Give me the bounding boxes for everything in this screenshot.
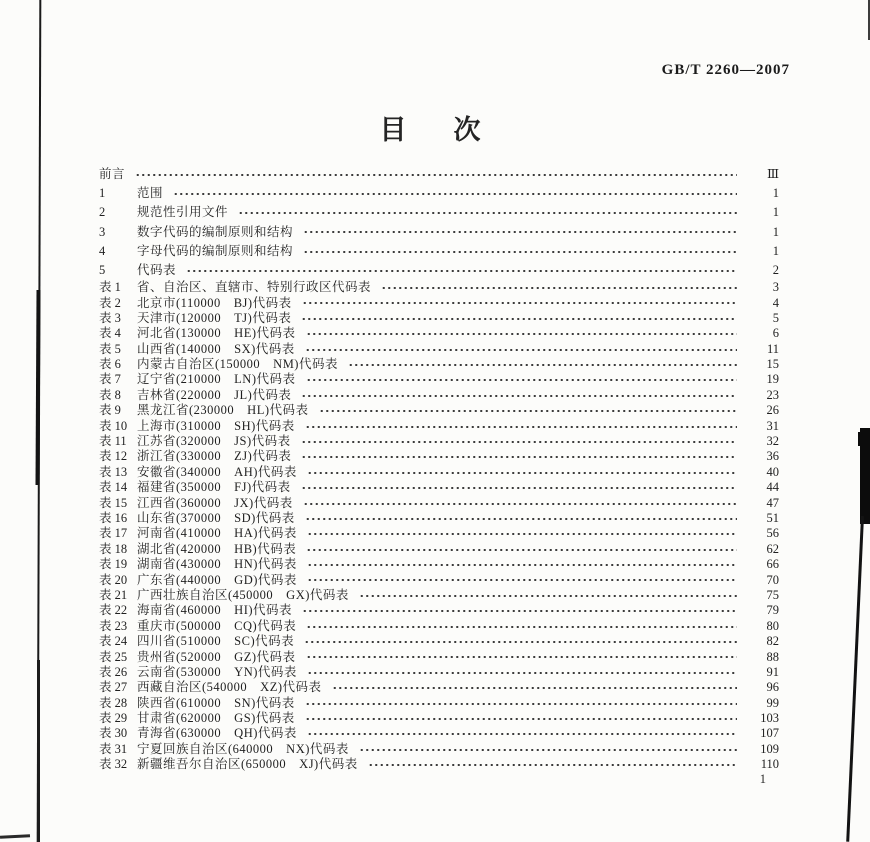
toc-entry <box>99 342 779 357</box>
toc-entry <box>99 757 779 772</box>
dot-leader <box>305 698 737 709</box>
toc-entry <box>99 419 779 434</box>
toc-entry-title: 贵州省(520000 GZ)代码表 <box>137 649 296 664</box>
toc-entry-title: 四川省(510000 SC)代码表 <box>137 634 295 649</box>
toc-entry-number: 3 <box>99 224 106 239</box>
toc-entry-page: 1 <box>772 205 779 220</box>
toc-entry-page: 51 <box>766 510 779 525</box>
toc-entry-page: 4 <box>772 295 779 310</box>
toc-entry-number: 4 <box>99 243 106 258</box>
dot-leader <box>305 421 737 432</box>
toc-entry-number: 表 17 <box>99 526 128 541</box>
toc-entry-page: 109 <box>760 741 779 756</box>
toc-entry-page: 1 <box>772 243 779 258</box>
page-edge-scan-line <box>846 516 864 842</box>
toc-entry-page: 23 <box>766 387 779 402</box>
toc-entry <box>99 711 779 726</box>
toc-entry-title: 代码表 <box>137 262 177 277</box>
toc-entry-title: 河南省(410000 HA)代码表 <box>137 526 297 541</box>
toc-entry-title: 西藏自治区(540000 XZ)代码表 <box>137 680 322 695</box>
toc-entry-number: 表 22 <box>99 603 128 618</box>
toc-entry <box>99 165 779 184</box>
toc-entry-page: 31 <box>766 418 779 433</box>
toc-entry <box>99 726 779 741</box>
toc-entry <box>99 557 779 572</box>
dot-leader <box>301 436 737 447</box>
toc-entry <box>99 223 779 242</box>
dot-leader <box>307 467 737 478</box>
toc-entry-title: 北京市(110000 BJ)代码表 <box>137 295 292 310</box>
dot-leader <box>306 621 737 632</box>
scan-artifact-mark <box>0 834 30 839</box>
dot-leader <box>303 227 737 238</box>
toc-entry-title: 福建省(350000 FJ)代码表 <box>137 480 291 495</box>
toc-entry-number: 表 27 <box>99 680 128 695</box>
dot-leader <box>303 246 737 257</box>
toc-entry-number: 表 14 <box>99 480 128 495</box>
standard-number: GB/T 2260—2007 <box>661 62 790 78</box>
toc-entry-number: 表 6 <box>99 357 121 372</box>
toc-entry <box>99 184 779 203</box>
dot-leader <box>332 682 738 693</box>
toc-tables <box>99 280 779 773</box>
dot-leader <box>307 667 737 678</box>
dot-leader <box>306 375 738 386</box>
toc-entry-title: 河北省(130000 HE)代码表 <box>137 326 296 341</box>
toc-entry-number: 表 30 <box>99 726 128 741</box>
toc-entry-page: 40 <box>766 464 779 479</box>
dot-leader <box>302 605 737 616</box>
dot-leader <box>301 390 737 401</box>
toc-entry-title: 天津市(120000 TJ)代码表 <box>137 310 292 325</box>
toc-entry-title: 湖北省(420000 HB)代码表 <box>137 541 297 556</box>
toc-entry-title: 范围 <box>137 186 164 201</box>
toc-entry-title: 字母代码的编制原则和结构 <box>137 243 294 258</box>
toc-entry-number: 表 25 <box>99 649 128 664</box>
toc-entry <box>99 634 779 649</box>
toc-entry-page: 11 <box>766 341 779 356</box>
toc-entry-title: 辽宁省(210000 LN)代码表 <box>137 372 296 387</box>
toc-list <box>99 165 779 773</box>
toc-entry <box>99 311 779 326</box>
dot-leader <box>307 559 737 570</box>
toc-entry-page: 5 <box>772 310 779 325</box>
toc-entry <box>99 526 779 541</box>
dot-leader <box>359 744 737 755</box>
toc-entry-page: 110 <box>760 757 779 772</box>
toc-entry-number: 5 <box>99 262 106 277</box>
toc-entry-number: 2 <box>99 205 106 220</box>
toc-entry <box>99 465 779 480</box>
toc-entry <box>99 261 779 280</box>
toc-entry <box>99 372 779 387</box>
dot-leader <box>301 313 737 324</box>
toc-entry-number: 表 32 <box>99 757 128 772</box>
toc-entry-title: 规范性引用文件 <box>137 205 229 220</box>
toc-entry-page: 82 <box>766 634 779 649</box>
toc-entry-page: 36 <box>766 449 779 464</box>
toc-entry-number: 表 5 <box>99 341 121 356</box>
dot-leader <box>359 590 737 601</box>
toc-entry-number: 表 26 <box>99 664 128 679</box>
dot-leader <box>368 759 737 770</box>
toc-entry-title: 吉林省(220000 JL)代码表 <box>137 387 292 402</box>
dot-leader <box>305 344 737 355</box>
binding-scan-line-segment <box>37 660 40 842</box>
toc-entry <box>99 388 779 403</box>
toc-entry-page: 103 <box>760 711 779 726</box>
dot-leader <box>319 405 738 416</box>
toc-entry-page: 99 <box>766 695 779 710</box>
toc-entry-title: 安徽省(340000 AH)代码表 <box>137 464 297 479</box>
toc-entry-page: 6 <box>772 326 779 341</box>
toc-entry-title: 云南省(530000 YN)代码表 <box>137 664 297 679</box>
toc-entry-title: 上海市(310000 SH)代码表 <box>137 418 295 433</box>
toc-entry-title: 湖南省(430000 HN)代码表 <box>137 557 297 572</box>
toc-entry <box>99 326 779 341</box>
toc-entry <box>99 603 779 618</box>
toc-entry-page: 1 <box>772 224 779 239</box>
dot-leader <box>186 265 737 276</box>
toc-entry-title: 甘肃省(620000 GS)代码表 <box>137 711 295 726</box>
toc-entry-title: 新疆维吾尔自治区(650000 XJ)代码表 <box>137 757 358 772</box>
toc-entry-number: 表 21 <box>99 587 128 602</box>
toc-entry-number: 表 16 <box>99 510 128 525</box>
toc-entry <box>99 588 779 603</box>
toc-entry-title: 海南省(460000 HI)代码表 <box>137 603 293 618</box>
toc-entry <box>99 742 779 757</box>
toc-entry-page: 70 <box>766 572 779 587</box>
toc-entry-number: 表 29 <box>99 711 128 726</box>
dot-leader <box>301 451 737 462</box>
dot-leader <box>301 482 737 493</box>
toc-entry-page: 19 <box>766 372 779 387</box>
toc-entry <box>99 496 779 511</box>
toc-entry <box>99 619 779 634</box>
toc-entry-page: 47 <box>766 495 779 510</box>
toc-entry <box>99 480 779 495</box>
toc-entry <box>99 403 779 418</box>
dot-leader <box>305 513 737 524</box>
toc-entry <box>99 203 779 222</box>
toc-entry-number: 表 3 <box>99 310 121 325</box>
toc-entry <box>99 680 779 695</box>
toc-entry-title: 广东省(440000 GD)代码表 <box>137 572 297 587</box>
toc-entry-page: 75 <box>766 587 779 602</box>
toc-entry-page: 1 <box>772 186 779 201</box>
toc-entry-title: 山东省(370000 SD)代码表 <box>137 510 295 525</box>
toc-sections <box>99 165 779 280</box>
toc-entry-number: 表 4 <box>99 326 121 341</box>
dot-leader <box>173 188 737 199</box>
toc-entry-page: 56 <box>766 526 779 541</box>
toc-entry-page: 62 <box>766 541 779 556</box>
toc-entry-number: 表 12 <box>99 449 128 464</box>
toc-entry-number: 表 9 <box>99 403 121 418</box>
toc-entry-page: 96 <box>766 680 779 695</box>
toc-entry <box>99 296 779 311</box>
dot-leader <box>306 652 738 663</box>
toc-entry-page: 26 <box>766 403 779 418</box>
dot-leader <box>302 298 737 309</box>
toc-entry-page: 107 <box>760 726 779 741</box>
toc-entry <box>99 357 779 372</box>
dot-leader <box>306 328 738 339</box>
toc-entry-number: 表 24 <box>99 634 128 649</box>
toc-entry-title: 黑龙江省(230000 HL)代码表 <box>137 403 309 418</box>
folio-page-number: 1 <box>759 772 766 786</box>
toc-entry-page: 91 <box>766 664 779 679</box>
toc-entry-title: 陕西省(610000 SN)代码表 <box>137 695 295 710</box>
toc-entry-title: 江西省(360000 JX)代码表 <box>137 495 293 510</box>
toc-entry-number: 表 28 <box>99 695 128 710</box>
toc-entry <box>99 242 779 261</box>
toc-entry-title: 青海省(630000 QH)代码表 <box>137 726 297 741</box>
toc-entry <box>99 434 779 449</box>
dot-leader <box>304 636 737 647</box>
toc-entry-title: 宁夏回族自治区(640000 NX)代码表 <box>137 741 349 756</box>
dot-leader <box>238 207 737 218</box>
toc-entry-number: 表 18 <box>99 541 128 556</box>
toc-entry-title: 前言 <box>99 167 126 181</box>
toc-entry-number: 表 15 <box>99 495 128 510</box>
toc-entry <box>99 696 779 711</box>
toc-entry-title: 江苏省(320000 JS)代码表 <box>137 434 291 449</box>
toc-entry-page: 2 <box>772 262 779 277</box>
toc-entry-page: 3 <box>772 280 779 295</box>
toc-entry-number: 1 <box>99 186 106 201</box>
dot-leader <box>307 528 737 539</box>
toc-entry-number: 表 19 <box>99 557 128 572</box>
toc-entry-title: 重庆市(500000 CQ)代码表 <box>137 618 297 633</box>
toc-entry-title: 省、自治区、直辖市、特别行政区代码表 <box>137 280 372 295</box>
toc-entry-title: 内蒙古自治区(150000 NM)代码表 <box>137 357 338 372</box>
page-title: 目 次 <box>379 115 491 145</box>
toc-entry-number: 表 7 <box>99 372 121 387</box>
toc-entry-number: 表 11 <box>99 434 127 449</box>
toc-entry-number: 表 8 <box>99 387 121 402</box>
toc-entry-title: 山西省(140000 SX)代码表 <box>137 341 295 356</box>
toc-entry-number: 表 2 <box>99 295 121 310</box>
toc-entry-page: 88 <box>766 649 779 664</box>
dot-leader <box>303 498 737 509</box>
toc-entry-title: 广西壮族自治区(450000 GX)代码表 <box>137 587 349 602</box>
toc-entry-page: 15 <box>766 357 779 372</box>
toc-entry-page: 66 <box>766 557 779 572</box>
dot-leader <box>348 359 737 370</box>
dot-leader <box>135 169 737 180</box>
toc-entry-number: 表 13 <box>99 464 128 479</box>
toc-entry-page: 80 <box>766 618 779 633</box>
dot-leader <box>307 575 737 586</box>
toc-entry-page: 79 <box>766 603 779 618</box>
toc-entry <box>99 511 779 526</box>
toc-entry <box>99 573 779 588</box>
toc-entry-number: 表 23 <box>99 618 128 633</box>
toc-entry-page: Ⅲ <box>766 167 779 181</box>
toc-entry-number: 表 1 <box>99 280 121 295</box>
dot-leader <box>306 544 737 555</box>
dot-leader <box>307 729 737 740</box>
toc-entry-title: 数字代码的编制原则和结构 <box>137 224 294 239</box>
toc-entry <box>99 449 779 464</box>
toc-entry <box>99 665 779 680</box>
toc-entry <box>99 280 779 295</box>
toc-entry-page: 44 <box>766 480 779 495</box>
toc-entry-title: 浙江省(330000 ZJ)代码表 <box>137 449 292 464</box>
toc-entry <box>99 650 779 665</box>
toc-entry-number: 表 31 <box>99 741 128 756</box>
toc-entry-number: 表 20 <box>99 572 128 587</box>
dot-leader <box>305 713 737 724</box>
dot-leader <box>381 282 737 293</box>
page-edge-index-tab <box>858 432 862 446</box>
toc-entry <box>99 542 779 557</box>
toc-entry-page: 32 <box>766 434 779 449</box>
toc-entry-number: 表 10 <box>99 418 128 433</box>
